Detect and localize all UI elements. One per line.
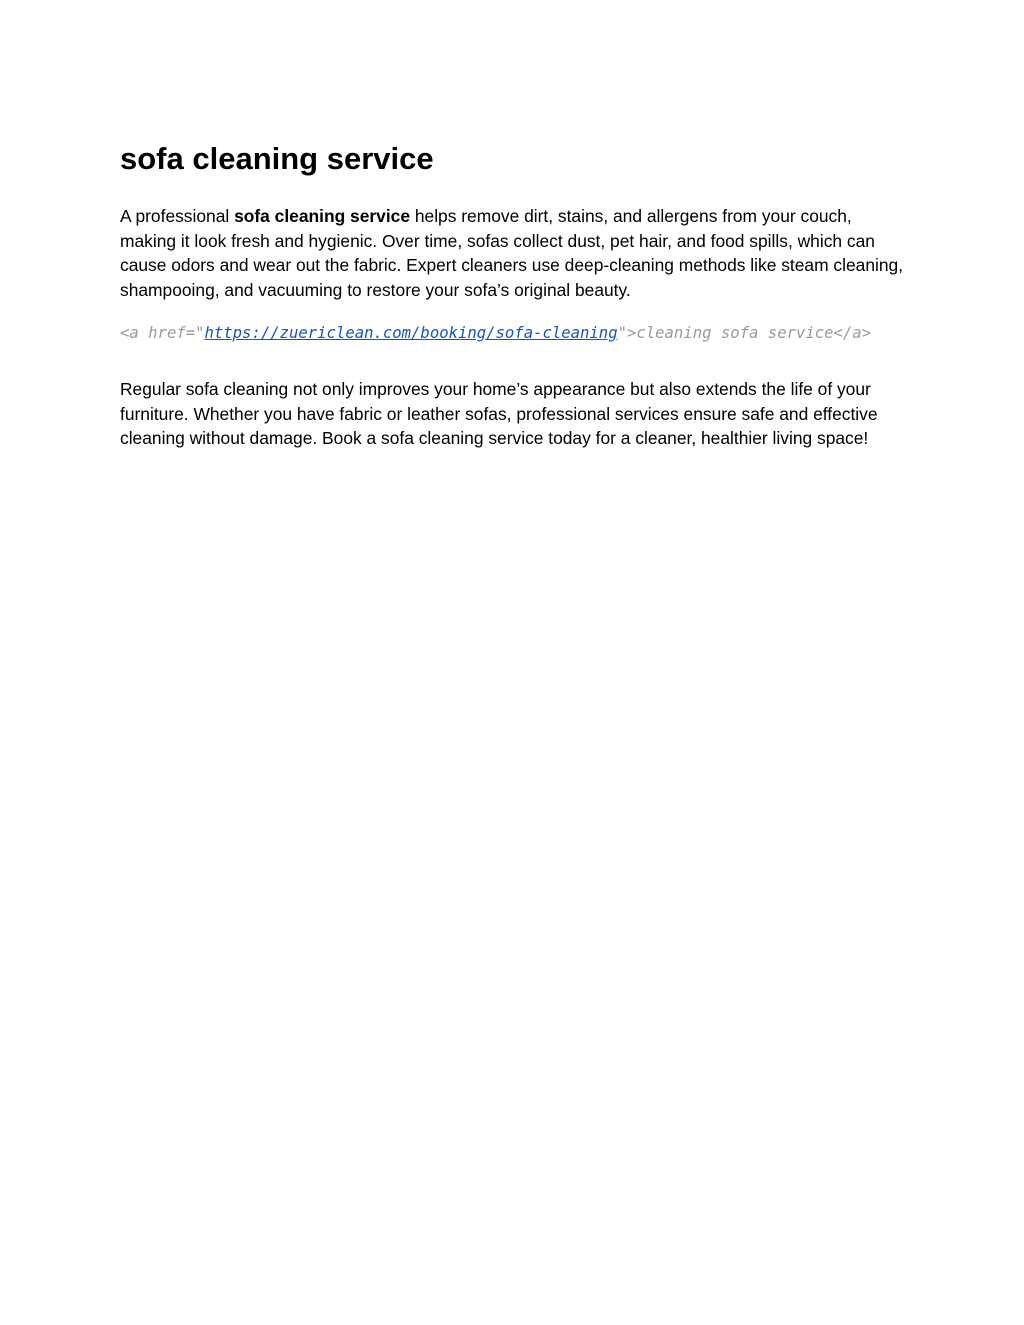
document-page [120,137,904,451]
intro-paragraph [120,204,904,302]
intro-bold-keyword: sofa cleaning service [234,206,411,226]
page-title: sofa cleaning service [120,141,434,176]
booking-link[interactable]: https://zuericlean.com/booking/sofa-cleaning [204,324,618,342]
intro-text-end: helps remove dirt, stains, and allergens from your couch, making it look fresh and hygienic. Over time, sofas collect dust, pet hair, and food spills, which can cause odors and wear out the fabric. Expert cleaners use deep-cleaning methods like steam cleaning, shampooing, and vacuuming to restore your sofa’s original beauty. [120,206,904,300]
intro-text-start: A professional [120,206,235,226]
code-snippet [120,321,904,346]
code-prefix: <a href=" [120,324,205,342]
code-suffix: ">cleaning sofa service</a> [617,324,872,342]
closing-paragraph: Regular sofa cleaning not only improves your home’s appearance but also extends the life of your furniture. Whether you have fabric or leather sofas, professional services ensure safe and effective cleaning without damage. Book a sofa cleaning service today for a cleaner, healthier living space! [120,379,878,448]
